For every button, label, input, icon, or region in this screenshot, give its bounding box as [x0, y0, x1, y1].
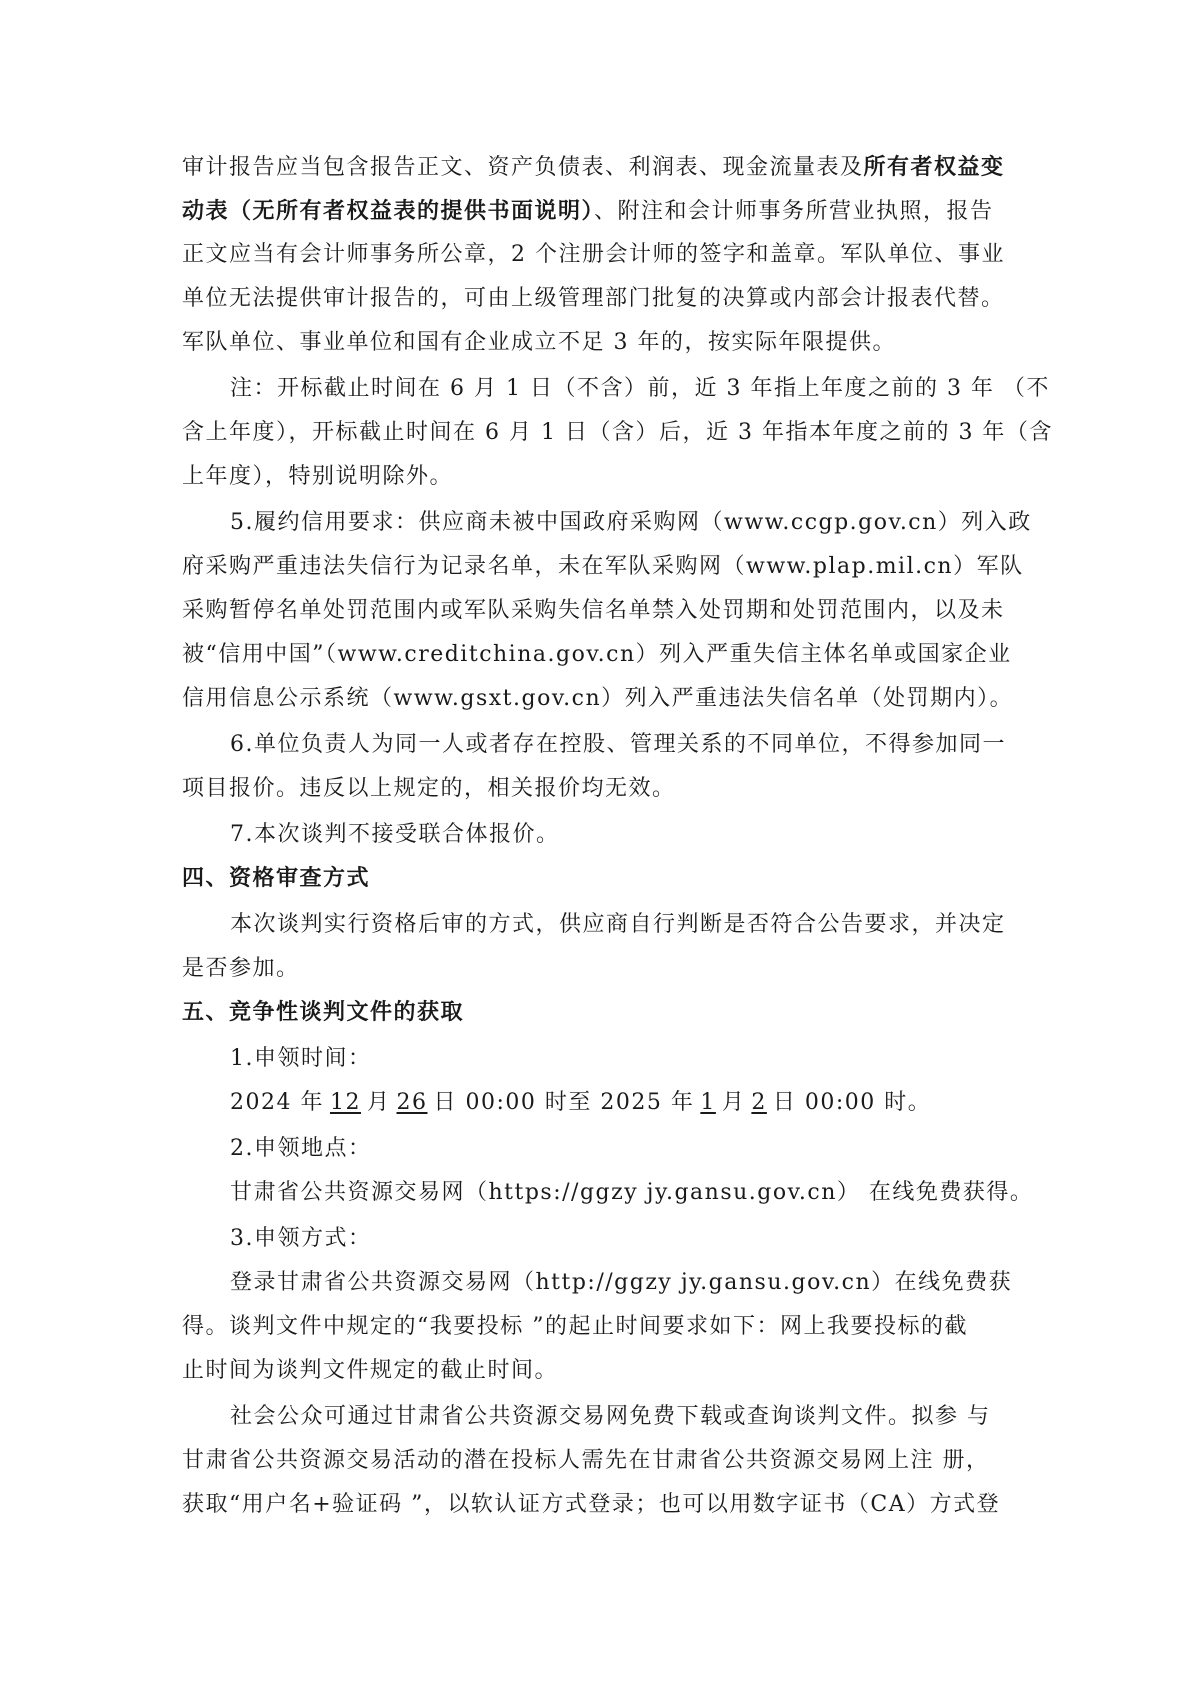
note-line: 含上年度），开标截止时间在 6 月 1 日（含）后，近 3 年指本年度之前的 3 年（含: [182, 420, 1053, 445]
item-5-line: 府采购严重违法失信行为记录名单，未在军队采购网（www.plap.mil.cn）军队: [182, 554, 1024, 579]
bold-text-run: 动表（无所有者权益表的提供书面说明）: [182, 198, 595, 224]
item-6-line: 项目报价。违反以上规定的，相关报价均无效。: [182, 776, 676, 801]
claim-method-line: 止时间为谈判文件规定的截止时间。: [182, 1358, 559, 1383]
paragraph-line: 军队单位、事业单位和国有企业成立不足 3 年的，按实际年限提供。: [182, 330, 896, 355]
claim-method-label: 3.申领方式：: [230, 1226, 372, 1251]
claim-method-line: 得。谈判文件中规定的“我要投标 ”的起止时间要求如下：网上我要投标的截: [182, 1314, 968, 1339]
section-heading-4: 四、资格审查方式: [182, 866, 371, 891]
public-access-line: 社会公众可通过甘肃省公共资源交易网免费下载或查询谈判文件。拟参 与: [230, 1404, 991, 1429]
item-5-line: 采购暂停名单处罚范围内或军队采购失信名单禁入处罚期和处罚范围内，以及未: [182, 598, 1005, 623]
claim-place-value: 甘肃省公共资源交易网（https://ggzy jy.gansu.gov.cn） 在线免费获得。: [230, 1180, 1034, 1205]
item-6-line: 6.单位负责人为同一人或者存在控股、管理关系的不同单位，不得参加同一: [230, 732, 1006, 757]
public-access-line: 获取“用户名+验证码 ”，以软认证方式登录；也可以用数字证书（CA）方式登: [182, 1492, 1001, 1517]
underlined-month: 12: [329, 1090, 361, 1115]
item-7-line: 7.本次谈判不接受联合体报价。: [230, 822, 560, 847]
claim-place-label: 2.申领地点：: [230, 1136, 372, 1161]
item-5-line: 信用信息公示系统（www.gsxt.gov.cn）列入严重违法失信名单（处罚期内）。: [182, 686, 1014, 711]
text-run: 、附注和会计师事务所营业执照，报告: [594, 199, 994, 224]
section-heading-5: 五、竞争性谈判文件的获取: [182, 1000, 465, 1025]
underlined-day: 2: [751, 1090, 767, 1115]
item-5-line: 被“信用中国”（www.creditchina.gov.cn）列入严重失信主体名单或国家企业: [182, 642, 1012, 667]
text-run: 审计报告应当包含报告正文、资产负债表、利润表、现金流量表及: [182, 155, 864, 180]
paragraph-line: 正文应当有会计师事务所公章，2 个注册会计师的签字和盖章。军队单位、事业: [182, 242, 1005, 267]
paragraph-line: [182, 152, 1005, 182]
section-4-line: 是否参加。: [182, 956, 300, 981]
underlined-month: 1: [700, 1090, 716, 1115]
bold-text-run: 所有者权益变: [863, 154, 1005, 180]
underlined-day: 26: [396, 1090, 428, 1115]
text-run: 日 00:00 时。: [772, 1090, 932, 1115]
note-line: 注：开标截止时间在 6 月 1 日（不含）前，近 3 年指上年度之前的 3 年 （不: [230, 376, 1050, 401]
claim-method-line: 登录甘肃省公共资源交易网（http://ggzy jy.gansu.gov.cn）在线免费获: [230, 1270, 1013, 1295]
paragraph-line: 单位无法提供审计报告的，可由上级管理部门批复的决算或内部会计报表代替。: [182, 286, 1005, 311]
claim-time-value: [230, 1088, 931, 1118]
item-5-line: 5.履约信用要求：供应商未被中国政府采购网（www.ccgp.gov.cn）列入政: [230, 510, 1032, 535]
note-line: 上年度），特别说明除外。: [182, 464, 454, 489]
text-run: 日 00:00 时至 2025 年: [433, 1090, 695, 1115]
text-run: 月: [721, 1090, 746, 1115]
public-access-line: 甘肃省公共资源交易活动的潜在投标人需先在甘肃省公共资源交易网上注 册，: [182, 1448, 990, 1473]
text-run: 2024 年: [230, 1090, 324, 1115]
paragraph-line: [182, 196, 994, 226]
claim-time-label: 1.申领时间：: [230, 1046, 372, 1071]
section-4-line: 本次谈判实行资格后审的方式，供应商自行判断是否符合公告要求，并决定: [230, 912, 1006, 937]
text-run: 月: [366, 1090, 391, 1115]
